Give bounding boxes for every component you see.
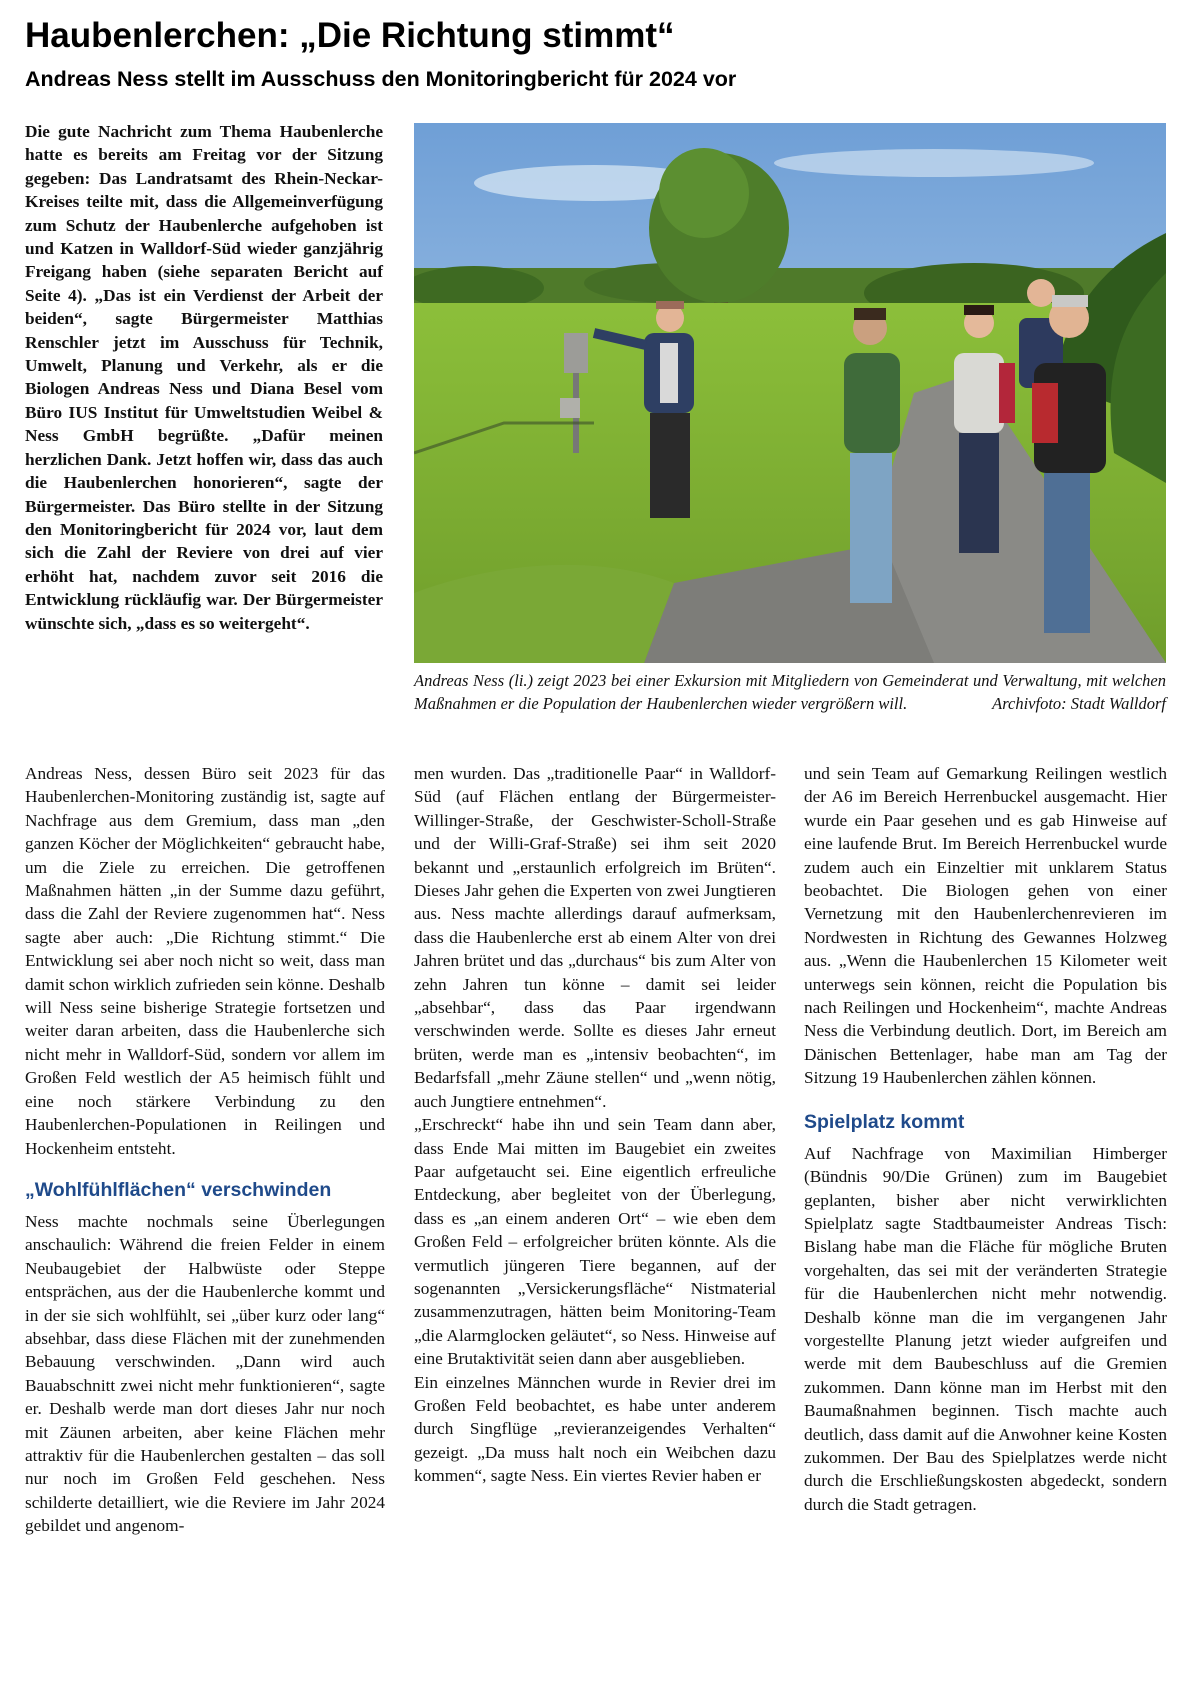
subheadline: Andreas Ness stellt im Ausschuss den Monitoringbericht für 2024 vor bbox=[25, 67, 737, 91]
body-paragraph: und sein Team auf Gemarkung Reilingen westlich der A6 im Bereich Herrenbuckel ausgemacht. Hier wurde ein Paar gesehen und es gab Hinweise auf eine laufende Brut. Im Bereich Herrenbuckel wurde zudem auch ein Einzeltier mit unklarem Status beobachtet. Die Biologen gehen von einer Vernetzung mit den Haubenlerchenrevieren im Nordwesten in Richtung des Gewannes Holzweg aus. „Wenn die Haubenlerchen 15 Kilometer weit unterwegs sein können, reicht die Population bis nach Reilingen und Hockenheim“, machte Andreas Ness die Verbindung deutlich. Dort, im Bereich am Dänischen Bettenlager, habe man am Tag der Sitzung 19 Haubenlerchen zählen können. bbox=[804, 764, 1167, 1088]
caption-text: Andreas Ness (li.) zeigt 2023 bei einer Exkursion mit Mitgliedern von Gemeinderat und Verwaltung, mit welchen Maßnahmen er die Population der Haubenlerchen wieder vergrößern will. bbox=[414, 671, 1166, 713]
section-subheading: Spielplatz kommt bbox=[804, 1110, 965, 1133]
article-photo bbox=[414, 123, 1166, 663]
body-paragraph: men wurden. Das „traditionelle Paar“ in Walldorf-Süd (auf Flächen entlang der Bürgermeister-Willinger-Straße, der Geschwister-Scholl-Straße und der Willi-Graf-Straße) sei ihm seit 2020 bekannt und „erstaunlich erfolgreich im Brüten“. Dieses Jahr gehen die Experten von zwei Jungtieren aus. Ness machte allerdings darauf aufmerksam, dass die Haubenlerche erst ab einem Alter von drei Jahren brütet und das „durchaus“ bis zum Alter von zehn Jahren tun könne – damit sei leider „absehbar“, dass das Paar irgendwann verschwinden werde. Sollte es dieses Jahr erneut brüten, werde man es „intensiv beobachten“, im Bedarfsfall „mehr Zäune stellen“ und „wenn nötig, auch Jungtiere entnehmen“. bbox=[414, 764, 776, 1111]
article-column-2 bbox=[414, 762, 776, 1488]
body-paragraph: „Erschreckt“ habe ihn und sein Team dann aber, dass Ende Mai mitten im Baugebiet ein zweites Paar aufgetaucht sei. Eine eigentlich erfreuliche Entdeckung, aber begleitet von der Überlegung, dass es „an einem anderen Ort“ – wie eben dem Großen Feld – erfolgreicher brüten könnte. Als die vermutlich jüngeren Tiere begannen, auf der sogenannten „Versickerungsfläche“ Nistmaterial zusammenzutragen, hätten beim Monitoring-Team „die Alarmglocken geläutet“, so Ness. Hinweise auf eine Brutaktivität seien dann aber ausgeblieben. bbox=[414, 1115, 776, 1369]
section-subheading: „Wohlfühlflächen“ verschwinden bbox=[25, 1178, 332, 1201]
body-paragraph: Ein einzelnes Männchen wurde in Revier drei im Großen Feld beobachtet, es habe unter anderem durch Singflüge „revieranzeigendes Verhalten“ gezeigt. „Da muss halt noch ein Weibchen dazu kommen“, sagte Ness. Ein viertes Revier haben er bbox=[414, 1372, 776, 1486]
article-column-1 bbox=[25, 762, 385, 1538]
photo-credit: Archivfoto: Stadt Walldorf bbox=[992, 693, 1166, 713]
photo-caption bbox=[414, 670, 1166, 715]
body-paragraph: Auf Nachfrage von Maximilian Himberger (Bündnis 90/Die Grünen) zum im Baugebiet geplanten, bisher aber nicht verwirklichten Spielplatz sagte Stadtbaumeister Andreas Tisch: Bislang habe man die Fläche für mögliche Bruten vorgehalten, das sei mit der veränderten Strategie für die Haubenlerchen nicht mehr notwendig. Deshalb könne man die im vergangenen Jahr vorgestellte Planung jetzt wieder aufgreifen und werde mit dem Baubeschluss auf die Gremien zukommen. Dann könne man im Herbst mit den Baumaßnahmen beginnen. Tisch machte auch deutlich, dass damit auf die Anwohner keine Kosten zukommen. Der Bau des Spielplatzes werde nicht durch die Erschließungskosten abgedeckt, sondern durch die Stadt getragen. bbox=[804, 1143, 1167, 1514]
body-paragraph: Andreas Ness, dessen Büro seit 2023 für das Haubenlerchen-Monitoring zuständig ist, sagte auf Nachfrage aus dem Gremium, dass man „den ganzen Köcher der Möglichkeiten“ gebraucht habe, um die Ziele zu erreichen. Die getroffenen Maßnahmen hätten „in der Summe dazu geführt, dass die Zahl der Reviere zugenommen hat“. Ness sagte aber auch: „Die Richtung stimmt.“ Die Entwicklung sei aber noch nicht so weit, dass man damit schon wirklich zufrieden sein könne. Deshalb will Ness seine bisherige Strategie fortsetzen und weiter daran arbeiten, dass die Haubenlerche sich nicht mehr in Walldorf-Süd, sondern vor allem im Großen Feld westlich der A5 heimisch fühlt und eine noch stärkere Verbindung zu den Haubenlerchen-Populationen in Reilingen und Hockenheim entsteht. bbox=[25, 764, 385, 1158]
article-column-3 bbox=[804, 762, 1167, 1516]
headline: Haubenlerchen: „Die Richtung stimmt“ bbox=[25, 16, 675, 55]
body-paragraph: Ness machte nochmals seine Überlegungen anschaulich: Während die freien Felder in einem Neubaugebiet der Halbwüste oder Steppe entsprächen, aus der die Haubenlerche kommt und in der sie sich wohlfühlt, sei „über kurz oder lang“ absehbar, dass diese Flächen mit der zunehmenden Bebauung verschwinden. „Dann wird auch Bauabschnitt zwei nicht mehr funktionieren“, sagte er. Deshalb werde man dort dieses Jahr nur noch mit Zäunen arbeiten, aber keine Flächen mehr attraktiv für die Haubenlerchen gestalten – das soll nur noch im Großen Feld geschehen. Ness schilderte detailliert, wie die Reviere im Jahr 2024 gebildet und angenom- bbox=[25, 1211, 385, 1536]
lead-text: Die gute Nachricht zum Thema Haubenlerche hatte es bereits am Freitag vor der Sitzung gegeben: Das Landratsamt des Rhein-Neckar-Kreises teilte mit, dass die Allgemeinverfügung zum Schutz der Haubenlerche aufgehoben ist und Katzen in Walldorf-Süd wieder ganzjährig Freigang haben (siehe separaten Bericht auf Seite 4). „Das ist ein Verdienst der Arbeit der beiden“, sagte Bürgermeister Matthias Renschler jetzt im Ausschuss für Technik, Umwelt, Planung und Verkehr, als er die Biologen Andreas Ness und Diana Besel vom Büro IUS Institut für Umweltstudien Weibel & Ness GmbH begrüßte. „Dafür meinen herzlichen Dank. Jetzt hoffen wir, dass das auch die Haubenlerchen honorieren“, sagte der Bürgermeister. Das Büro stellte in der Sitzung den Monitoringbericht für 2024 vor, laut dem sich die Zahl der Reviere von drei auf vier erhöht hat, nachdem zuvor seit 2016 die Entwicklung rückläufig war. Der Bürgermeister wünschte sich, „dass es so weitergeht“. bbox=[25, 122, 383, 633]
lead-paragraph bbox=[25, 120, 383, 635]
